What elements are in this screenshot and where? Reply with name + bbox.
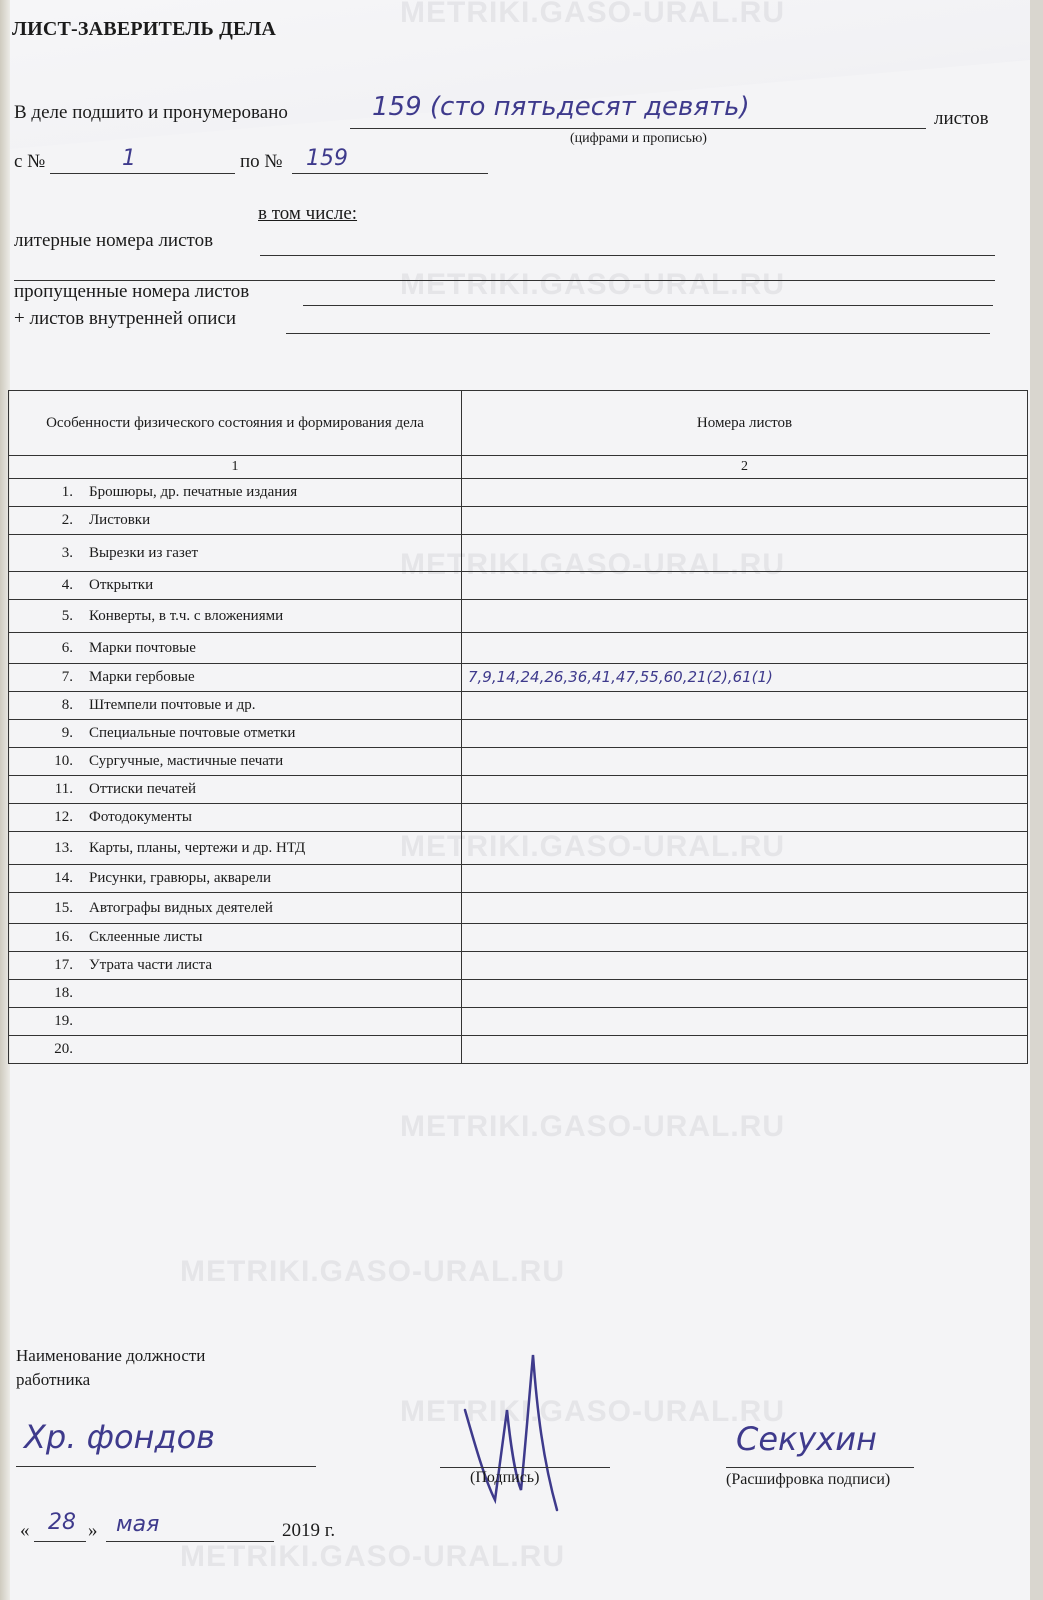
decode-underline: [726, 1467, 914, 1468]
row-feature-cell: [9, 535, 462, 572]
row-number: 9.: [61, 725, 73, 741]
row-label: Оттиски печатей: [89, 781, 197, 797]
row-number: 3.: [61, 544, 73, 561]
row-number: 15.: [54, 899, 73, 916]
row-feature-cell: [9, 600, 462, 633]
filed-hint: (цифрами и прописью): [570, 131, 707, 146]
range-from-label: с №: [14, 151, 46, 172]
table-row: [9, 720, 1028, 748]
features-table: [8, 390, 1028, 1064]
row-feature-cell: [9, 1036, 462, 1064]
row-number: 19.: [54, 1013, 73, 1029]
table-row: [9, 980, 1028, 1008]
row-pages-cell: [462, 924, 1028, 952]
table-row: [9, 893, 1028, 924]
table-column-numbers-row: [9, 456, 1028, 479]
row-feature-cell: [9, 1008, 462, 1036]
range-from-underline: [50, 173, 235, 174]
filed-label: В деле подшито и пронумеровано: [14, 102, 288, 123]
row-pages-cell: [462, 720, 1028, 748]
page-title: ЛИСТ-ЗАВЕРИТЕЛЬ ДЕЛА: [12, 18, 277, 40]
row-pages-cell: [462, 692, 1028, 720]
row-label: Конверты, в т.ч. с вложениями: [89, 607, 284, 624]
filed-underline: [350, 128, 926, 129]
row-feature-cell: [9, 980, 462, 1008]
watermark: METRIKI.GASO-URAL.RU: [180, 1540, 565, 1573]
range-from-value: 1: [122, 146, 136, 171]
missing-pages-underline: [303, 305, 993, 306]
row-pages-cell: [462, 600, 1028, 633]
row-feature-cell: [9, 507, 462, 535]
row-pages-cell: [462, 664, 1028, 692]
row-label: Марки почтовые: [89, 639, 196, 656]
row-feature-cell: [9, 720, 462, 748]
row-label: Склеенные листы: [89, 929, 203, 945]
table-row: [9, 479, 1028, 507]
row-label: Рисунки, гравюры, акварели: [89, 870, 272, 886]
column-number: 2: [462, 456, 1028, 479]
range-to-underline: [292, 173, 488, 174]
row-number: 6.: [61, 639, 73, 656]
date-open-quote: «: [20, 1520, 30, 1541]
row-pages-cell: [462, 633, 1028, 664]
row-number: 4.: [61, 577, 73, 593]
signature-scribble: [455, 1350, 575, 1515]
row-label: Карты, планы, чертежи и др. НТД: [89, 839, 306, 856]
table-header-features: Особенности физического состояния и формирования дела: [9, 391, 462, 456]
letter-pages-label: литерные номера листов: [14, 230, 214, 251]
date-month: мая: [116, 1512, 160, 1537]
table-header-row: [9, 391, 1028, 456]
including-label: в том числе:: [258, 203, 358, 224]
column-number: 1: [9, 456, 462, 479]
table-row: [9, 804, 1028, 832]
watermark: METRIKI.GASO-URAL.RU: [400, 1110, 785, 1143]
row-pages-cell: [462, 1008, 1028, 1036]
row-feature-cell: [9, 832, 462, 865]
row-pages-cell: [462, 804, 1028, 832]
row-pages-cell: [462, 865, 1028, 893]
row-feature-cell: [9, 952, 462, 980]
row-feature-cell: [9, 776, 462, 804]
letter-pages-underline: [260, 255, 995, 256]
signature-label: (Подпись): [470, 1469, 540, 1486]
row-pages-cell: [462, 479, 1028, 507]
position-value: Хр. фондов: [24, 1418, 215, 1456]
row-pages-cell: [462, 1036, 1028, 1064]
row-number: 1.: [61, 484, 73, 500]
range-to-label: по №: [240, 151, 283, 172]
table-header-pages: Номера листов: [462, 391, 1028, 456]
position-underline: [16, 1466, 316, 1467]
table-row: [9, 507, 1028, 535]
filed-value: 159 (сто пятьдесят девять): [372, 92, 750, 122]
row-feature-cell: [9, 664, 462, 692]
filed-unit: листов: [934, 108, 989, 129]
row-feature-cell: [9, 865, 462, 893]
table-row: [9, 924, 1028, 952]
watermark: METRIKI.GASO-URAL.RU: [400, 1395, 785, 1428]
row-number: 20.: [54, 1041, 73, 1057]
date-year: 2019 г.: [282, 1520, 336, 1541]
table-row: [9, 776, 1028, 804]
row-number: 17.: [54, 957, 73, 973]
row-label: Марки гербовые: [89, 669, 195, 685]
table-row: [9, 535, 1028, 572]
date-month-underline: [106, 1541, 274, 1542]
date-day-underline: [34, 1541, 86, 1542]
row-feature-cell: [9, 748, 462, 776]
row-label: Фотодокументы: [89, 809, 192, 825]
row-pages-cell: [462, 535, 1028, 572]
date-day: 28: [48, 1510, 76, 1535]
date-close-quote: »: [88, 1520, 98, 1541]
row-pages-cell: [462, 572, 1028, 600]
row-label: Листовки: [89, 512, 151, 528]
row-number: 12.: [54, 809, 73, 825]
table-row: [9, 600, 1028, 633]
row-label: Штемпели почтовые и др.: [89, 697, 256, 713]
table-row: [9, 865, 1028, 893]
row-feature-cell: [9, 893, 462, 924]
table-row: [9, 832, 1028, 865]
row-pages-cell: [462, 980, 1028, 1008]
row-label: Специальные почтовые отметки: [89, 725, 296, 741]
row-number: 13.: [54, 839, 73, 856]
range-to-value: 159: [306, 146, 348, 171]
row-pages-cell: [462, 776, 1028, 804]
table-row: [9, 572, 1028, 600]
row-label: Открытки: [89, 577, 154, 593]
row-pages-cell: [462, 952, 1028, 980]
position-label: Наименование должности: [16, 1346, 206, 1365]
row-feature-cell: [9, 804, 462, 832]
table-row: [9, 633, 1028, 664]
missing-pages-label: пропущенные номера листов: [14, 281, 250, 302]
row-label: Утрата части листа: [89, 957, 213, 973]
row-number: 10.: [54, 753, 73, 769]
row-feature-cell: [9, 633, 462, 664]
row-feature-cell: [9, 692, 462, 720]
watermark: METRIKI.GASO-URAL.RU: [180, 1255, 565, 1288]
table-row: [9, 748, 1028, 776]
watermark: METRIKI.GASO-URAL.RU: [400, 268, 785, 301]
row-pages-cell: [462, 507, 1028, 535]
row-number: 18.: [54, 985, 73, 1001]
table-row: [9, 1008, 1028, 1036]
table-row: [9, 692, 1028, 720]
position-label-2: работника: [16, 1370, 91, 1389]
row-label: Автографы видных деятелей: [89, 899, 273, 916]
decode-value: Секухин: [736, 1420, 877, 1458]
row-pages-cell: [462, 832, 1028, 865]
row-label: Сургучные, мастичные печати: [89, 753, 284, 769]
inner-inventory-label: + листов внутренней описи: [14, 308, 237, 329]
row-number: 7.: [61, 669, 73, 685]
row-pages-value: 7,9,14,24,26,36,41,47,55,60,21(2),61(1): [468, 668, 773, 686]
signature-underline: [440, 1467, 610, 1468]
decode-label: (Расшифровка подписи): [726, 1471, 891, 1488]
row-number: 11.: [54, 781, 73, 797]
row-pages-cell: [462, 893, 1028, 924]
row-number: 5.: [61, 607, 73, 624]
table-row: [9, 952, 1028, 980]
watermark: METRIKI.GASO-URAL.RU: [400, 0, 785, 29]
row-pages-cell: [462, 748, 1028, 776]
watermark: METRIKI.GASO-URAL.RU: [400, 548, 785, 581]
row-feature-cell: [9, 572, 462, 600]
watermark: METRIKI.GASO-URAL.RU: [400, 830, 785, 863]
table-row: [9, 1036, 1028, 1064]
row-feature-cell: [9, 479, 462, 507]
row-number: 8.: [61, 697, 73, 713]
table-row: [9, 664, 1028, 692]
row-number: 16.: [54, 929, 73, 945]
row-label: Брошюры, др. печатные издания: [89, 484, 298, 500]
row-label: Вырезки из газет: [89, 544, 199, 561]
inner-inventory-underline: [286, 333, 990, 334]
row-number: 14.: [54, 870, 73, 886]
row-feature-cell: [9, 924, 462, 952]
row-number: 2.: [61, 512, 73, 528]
